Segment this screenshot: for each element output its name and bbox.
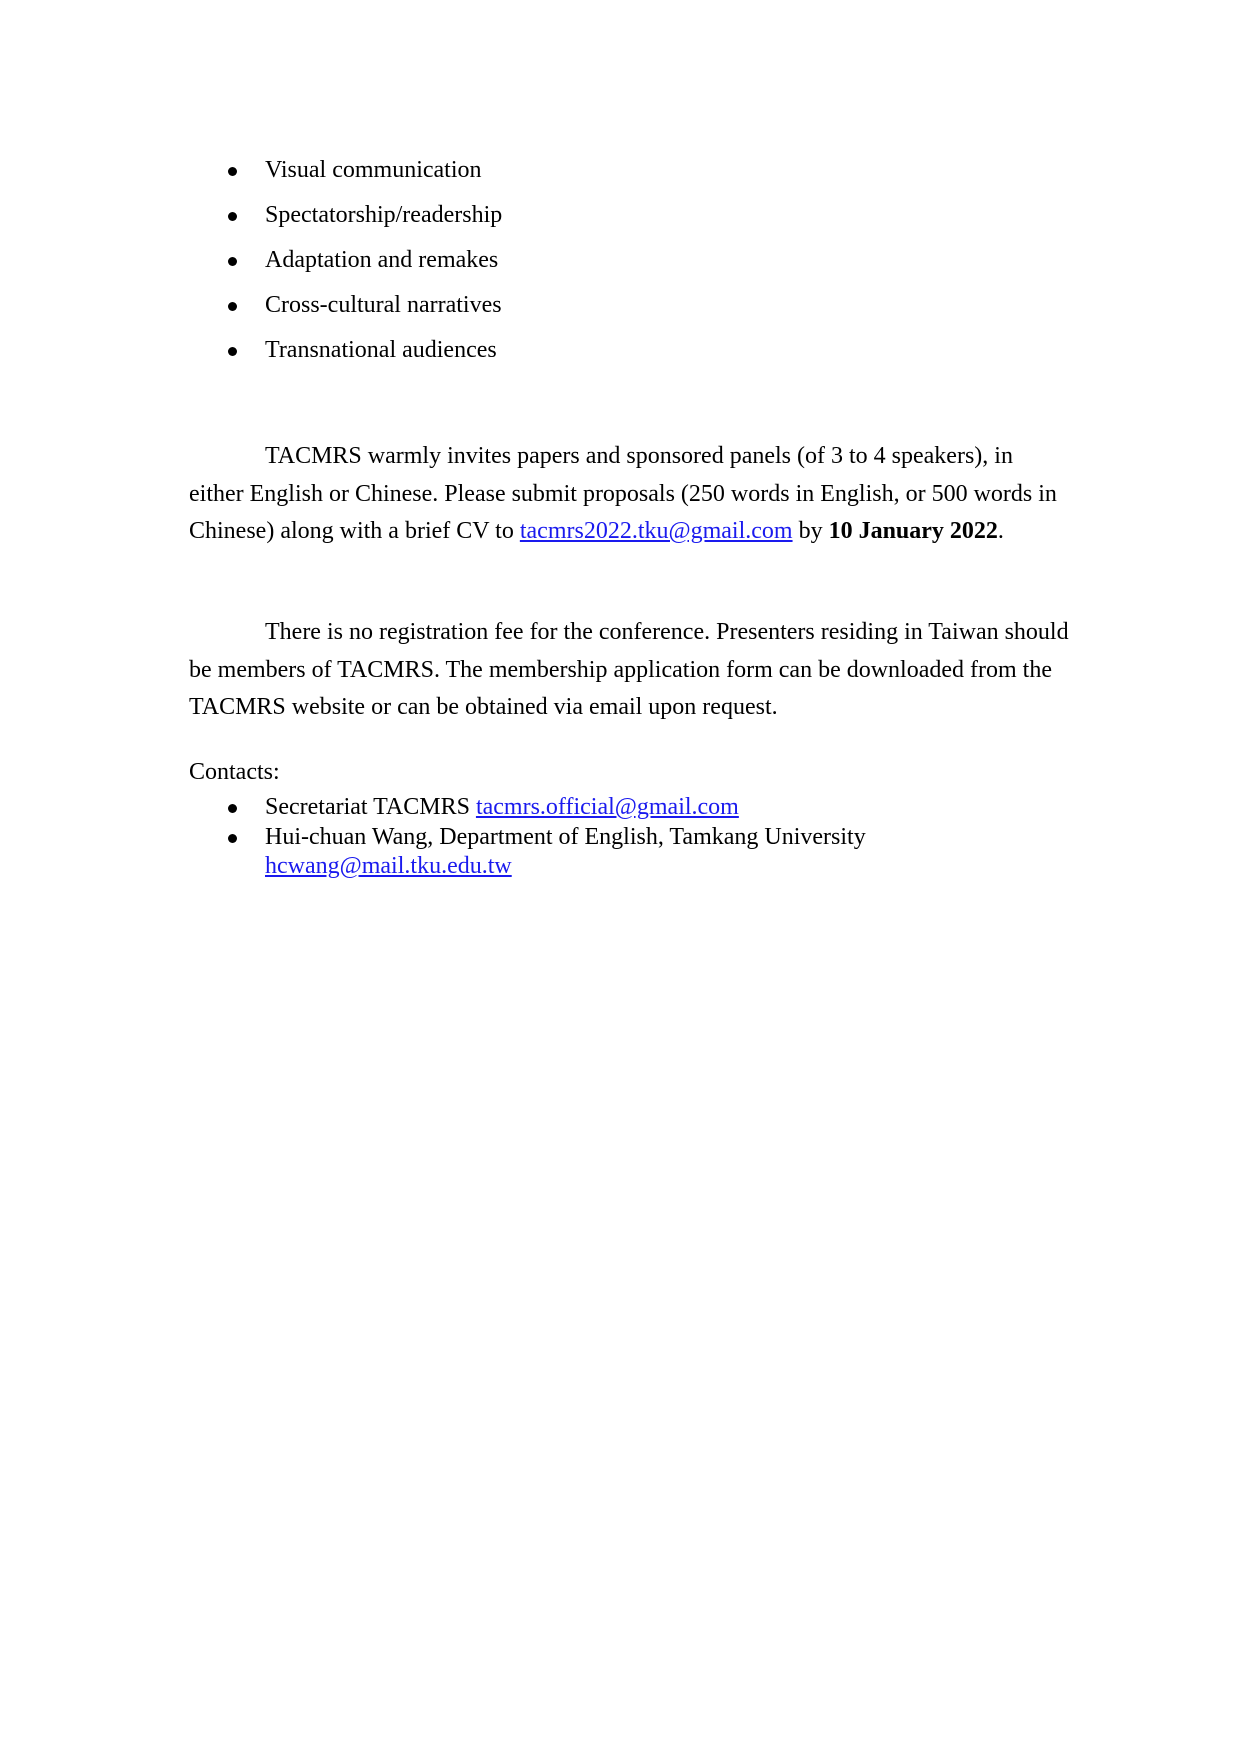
bullet-icon [228, 834, 237, 843]
topic-text: Cross-cultural narratives [265, 292, 502, 318]
bullet-icon [228, 804, 237, 813]
submission-email-link[interactable]: tacmrs2022.tku@gmail.com [519, 518, 793, 544]
topic-item [228, 238, 502, 283]
secretariat-email-link[interactable]: tacmrs.official@gmail.com [475, 794, 739, 820]
bullet-icon [228, 167, 237, 176]
registration-paragraph: There is no registration fee for the conference. Presenters residing in Taiwan should be members of TACMRS. The membership application form can be downloaded from the TACMRS website or can be obtained via email upon request. [189, 619, 1069, 720]
contact-item [228, 793, 1068, 823]
deadline-date: 10 January 2022 [828, 518, 998, 544]
contact-item [228, 823, 1068, 882]
topic-text: Spectatorship/readership [265, 202, 503, 228]
hcwang-email-link[interactable]: hcwang@mail.tku.edu.tw [265, 853, 512, 879]
topic-text: Visual communication [265, 157, 482, 183]
call-text-end: . [997, 518, 1004, 544]
bullet-icon [228, 257, 237, 266]
topic-list [228, 148, 502, 373]
contact-list [228, 793, 1068, 882]
topic-item [228, 283, 502, 328]
call-for-papers-paragraph [189, 438, 1069, 551]
call-text-by: by [792, 518, 829, 544]
bullet-icon [228, 302, 237, 311]
topic-text: Transnational audiences [265, 337, 497, 363]
topic-item [228, 148, 502, 193]
contact-label: Hui-chuan Wang, Department of English, Tamkang University [265, 823, 866, 850]
bullet-icon [228, 212, 237, 221]
topic-item [228, 328, 502, 373]
contact-label: Secretariat TACMRS [265, 794, 476, 820]
bullet-icon [228, 347, 237, 356]
topic-item [228, 193, 502, 238]
topic-text: Adaptation and remakes [265, 247, 499, 273]
call-text: TACMRS warmly invites papers and sponsored panels (of 3 to 4 speakers), in either English or Chinese. Please submit proposals (250 words in English, or 500 words in Chinese) along with a brief CV to [189, 443, 1057, 544]
contacts-heading: Contacts: [189, 759, 280, 785]
